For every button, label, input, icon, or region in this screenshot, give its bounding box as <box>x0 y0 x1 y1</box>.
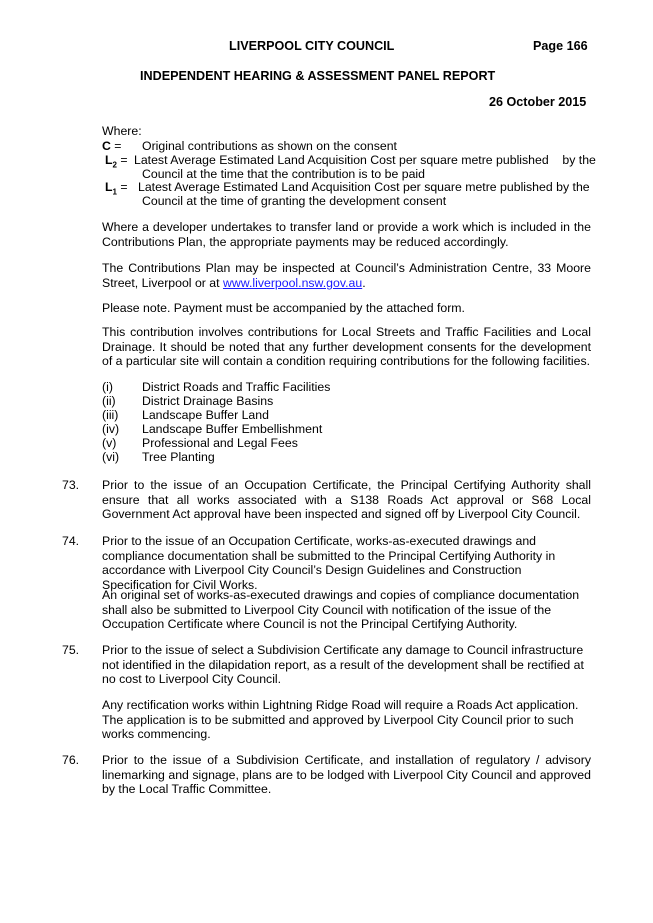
list-item-number: (v) <box>102 436 117 450</box>
council-website-link[interactable]: www.liverpool.nsw.gov.au <box>222 275 363 290</box>
contributions-plan-end: . <box>362 275 366 290</box>
list-item-number: (i) <box>102 380 113 394</box>
paragraph-payment-note: Please note. Payment must be accompanied by the attached form. <box>102 301 465 315</box>
list-item: Landscape Buffer Land <box>142 408 269 422</box>
c-term <box>102 139 122 154</box>
condition-number-74: 74. <box>62 534 80 548</box>
paragraph-transfer-land: Where a developer undertakes to transfer land or provide a work which is included in the Contributions Plan, the appropriate payments may be reduced accordingly. <box>102 220 591 249</box>
c-definition: Original contributions as shown on the consent <box>142 139 397 153</box>
list-item: District Roads and Traffic Facilities <box>142 380 331 394</box>
list-item: Professional and Legal Fees <box>142 436 298 450</box>
l2-equals: = <box>116 153 128 167</box>
list-item-number: (iii) <box>102 408 119 422</box>
l1-label: L <box>105 180 113 194</box>
c-equals: = <box>110 139 122 153</box>
condition-number-76: 76. <box>62 753 80 767</box>
l2-subscript: 2 <box>112 160 117 170</box>
l2-label: L <box>105 153 113 167</box>
list-item-number: (ii) <box>102 394 116 408</box>
list-item: Tree Planting <box>142 450 215 464</box>
list-item-number: (iv) <box>102 422 120 436</box>
l1-term <box>105 180 128 195</box>
condition-text-73: Prior to the issue of an Occupation Certificate, the Principal Certifying Authority shall ensure that all works associated with a S138 Roads Act approval or S68 Local Government Act approval have been inspected and signed off by Liverpool City Council. <box>102 478 591 522</box>
condition-number-75: 75. <box>62 643 80 657</box>
c-label: C <box>102 139 111 153</box>
l2-term <box>105 153 128 168</box>
l2-definition-line2: Council at the time that the contribution is to be paid <box>142 167 425 181</box>
condition-text-75-continued: Any rectification works within Lightning Ridge Road will require a Roads Act application. The application is to be submitted and approved by Liverpool City Council prior to such works commencing. <box>102 698 579 742</box>
paragraph-contribution-facilities: This contribution involves contributions for Local Streets and Traffic Facilities and Local Drainage. It should be noted that any further development consents for the development of a particular site will contain a condition requiring contributions for the following facilities. <box>102 325 591 369</box>
l2-definition-line1: Latest Average Estimated Land Acquisition Cost per square metre published by the <box>134 153 596 167</box>
l1-definition-line2: Council at the time of granting the development consent <box>142 194 447 208</box>
report-title: INDEPENDENT HEARING & ASSESSMENT PANEL REPORT <box>140 69 496 83</box>
list-item: District Drainage Basins <box>142 394 274 408</box>
condition-text-74: Prior to the issue of an Occupation Certificate, works-as-executed drawings and compliance documentation shall be submitted to the Principal Certifying Authority in accordance with Liverpool City Council’s Design Guidelines and Construction Specification for Civil Works. <box>102 534 556 592</box>
contributions-plan-text: The Contributions Plan may be inspected at Council’s Administration Centre, 33 Moore Street, Liverpool or at <box>102 261 591 290</box>
condition-number-73: 73. <box>62 478 80 492</box>
list-item-number: (vi) <box>102 450 120 464</box>
report-date: 26 October 2015 <box>489 95 587 109</box>
condition-text-75: Prior to the issue of select a Subdivision Certificate any damage to Council infrastructure not identified in the dilapidation report, as a result of the development shall be rectified at no cost to Liverpool City Council. <box>102 643 584 687</box>
l1-subscript: 1 <box>112 187 117 197</box>
council-name: LIVERPOOL CITY COUNCIL <box>229 39 395 53</box>
condition-text-76: Prior to the issue of a Subdivision Certificate, and installation of regulatory / advisory linemarking and signage, plans are to be lodged with Liverpool City Council and approved by the Local Traffic Committee. <box>102 753 591 797</box>
paragraph-contributions-plan <box>102 261 591 290</box>
l1-equals: = <box>116 180 128 194</box>
where-label: Where: <box>102 124 142 138</box>
condition-text-74-continued: An original set of works-as-executed drawings and copies of compliance documentation shall also be submitted to Liverpool City Council with notification of the issue of the Occupation Certificate where Council is not the Principal Certifying Authority. <box>102 588 580 632</box>
list-item: Landscape Buffer Embellishment <box>142 422 323 436</box>
page-number: Page 166 <box>533 39 588 53</box>
l1-definition-line1: Latest Average Estimated Land Acquisition Cost per square metre published by the <box>138 180 590 194</box>
